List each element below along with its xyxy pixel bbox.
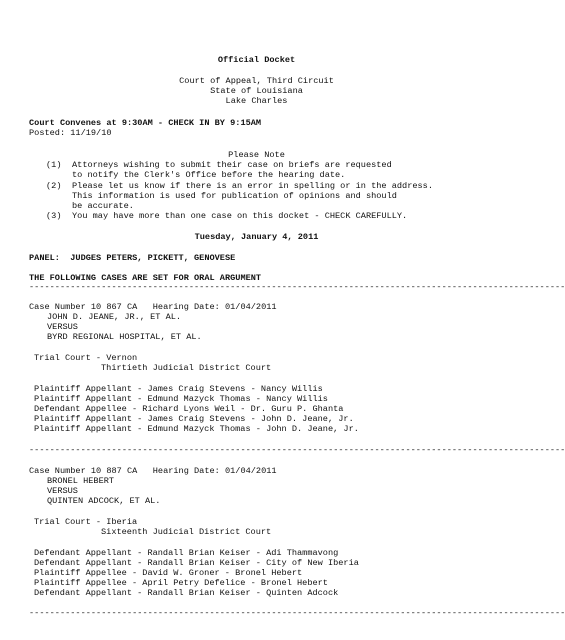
counsel-line: Plaintiff Appellee - David W. Groner - Bronel Hebert	[34, 568, 303, 578]
note-text: Attorneys wishing to submit their case on briefs are requested	[72, 160, 392, 170]
counsel-line: Plaintiff Appellee - April Petry Defelice - Bronel Hebert	[34, 578, 328, 588]
separator-line: --------------------------------------------------------------------------------------------------------	[29, 608, 565, 618]
panel-judges: PANEL: JUDGES PETERS, PICKETT, GENOVESE	[29, 253, 236, 263]
state-name: State of Louisiana	[210, 86, 303, 96]
note-number: (3)	[46, 211, 62, 221]
note-number: (2)	[46, 181, 62, 191]
case-versus: VERSUS	[47, 486, 78, 496]
case-party-plaintiff: JOHN D. JEANE, JR., ET AL.	[47, 312, 182, 322]
note-text: be accurate.	[72, 201, 134, 211]
counsel-line: Defendant Appellant - Randall Brian Keiser - Quinten Adcock	[34, 588, 339, 598]
district-court: Sixteenth Judicial District Court	[101, 527, 272, 537]
docket-title: Official Docket	[217, 55, 296, 65]
note-text: This information is used for publication of opinions and should	[72, 191, 397, 201]
note-text: Please let us know if there is an error in spelling or in the address.	[72, 181, 433, 191]
counsel-line: Defendant Appellant - Randall Brian Keiser - Adi Thammavong	[34, 548, 339, 558]
counsel-line: Plaintiff Appellant - Edmund Mazyck Thomas - John D. Jeane, Jr.	[34, 424, 359, 434]
note-text: You may have more than one case on this docket - CHECK CAREFULLY.	[72, 211, 408, 221]
session-date: Tuesday, January 4, 2011	[194, 232, 319, 242]
counsel-line: Defendant Appellant - Randall Brian Keiser - City of New Iberia	[34, 558, 359, 568]
note-number: (1)	[46, 160, 62, 170]
district-court: Thirtieth Judicial District Court	[101, 363, 272, 373]
separator-line: --------------------------------------------------------------------------------------------------------	[29, 282, 565, 292]
trial-court: Trial Court - Vernon	[34, 353, 138, 363]
case-party-plaintiff: BRONEL HEBERT	[47, 476, 115, 486]
court-name: Court of Appeal, Third Circuit	[179, 76, 334, 86]
counsel-line: Plaintiff Appellant - James Craig Stevens - Nancy Willis	[34, 384, 323, 394]
trial-court: Trial Court - Iberia	[34, 517, 138, 527]
counsel-line: Plaintiff Appellant - James Craig Stevens - John D. Jeane, Jr.	[34, 414, 354, 424]
posted-date: Posted: 11/19/10	[29, 128, 112, 138]
separator-line: --------------------------------------------------------------------------------------------------------	[29, 445, 565, 455]
case-party-defendant: QUINTEN ADCOCK, ET AL.	[47, 496, 161, 506]
case-versus: VERSUS	[47, 322, 78, 332]
oral-argument-heading: THE FOLLOWING CASES ARE SET FOR ORAL ARGUMENT	[29, 273, 262, 283]
counsel-line: Defendant Appellee - Richard Lyons Weil - Dr. Guru P. Ghanta	[34, 404, 344, 414]
city-name: Lake Charles	[225, 96, 288, 106]
case-number-line: Case Number 10 887 CA Hearing Date: 01/04/2011	[29, 466, 277, 476]
court-convenes: Court Convenes at 9:30AM - CHECK IN BY 9:15AM	[29, 118, 262, 128]
note-text: to notify the Clerk's Office before the hearing date.	[72, 170, 346, 180]
case-number-line: Case Number 10 867 CA Hearing Date: 01/04/2011	[29, 302, 277, 312]
counsel-line: Plaintiff Appellant - Edmund Mazyck Thomas - Nancy Willis	[34, 394, 328, 404]
notes-heading: Please Note	[228, 150, 285, 160]
case-party-defendant: BYRD REGIONAL HOSPITAL, ET AL.	[47, 332, 202, 342]
